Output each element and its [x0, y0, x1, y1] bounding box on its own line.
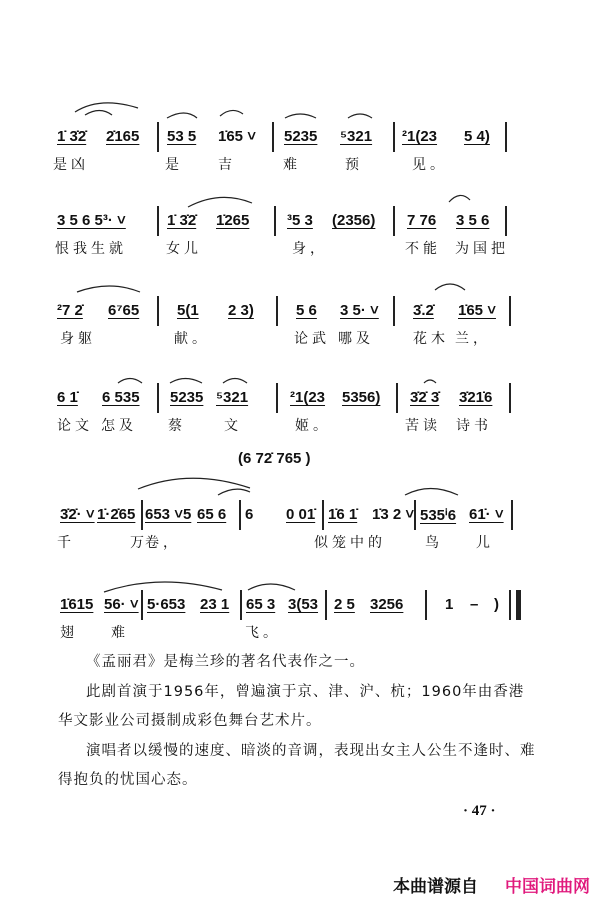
- note-group: ⁵321: [340, 128, 373, 145]
- barline: [414, 500, 416, 530]
- slur: [218, 489, 250, 495]
- barline: [276, 383, 278, 413]
- barline: [157, 296, 159, 326]
- note-group: 1̇65 ˅: [458, 302, 496, 319]
- source-label: 本曲谱源自: [393, 877, 478, 897]
- barline: [505, 206, 507, 236]
- slur: [405, 489, 458, 496]
- slur: [449, 195, 470, 202]
- lyric: 姬。: [295, 418, 331, 434]
- note-group: ²7 2̇: [57, 302, 83, 319]
- note-group: 3 5 6 5³· ˅: [57, 212, 126, 229]
- lyric: 卷，: [145, 535, 181, 551]
- barline: [157, 383, 159, 413]
- lyric: 怎及: [101, 418, 137, 434]
- note-group: 5 4): [464, 128, 490, 145]
- lyric: 文: [224, 418, 242, 434]
- note-group: 1̇265: [216, 212, 250, 229]
- barline: [276, 296, 278, 326]
- lyric: 儿: [476, 535, 494, 551]
- lyric: 蔡: [168, 418, 186, 434]
- barline: [141, 590, 143, 620]
- barline: [509, 296, 511, 326]
- note-group: (2356): [332, 212, 376, 229]
- barline: [393, 206, 395, 236]
- note-group: 3̇2̇· ˅: [60, 506, 95, 523]
- note-group: ²1(23: [402, 128, 438, 145]
- slur: [167, 113, 197, 118]
- lyric: 身，: [292, 241, 328, 257]
- note-group: 7 76: [407, 212, 437, 229]
- note-group: 1̇65 ˅: [218, 128, 256, 145]
- commentary: [58, 648, 538, 796]
- slur: [118, 379, 142, 384]
- lyric: 身躯: [60, 331, 96, 347]
- lyric: 论文: [57, 418, 93, 434]
- lyric: 难: [283, 157, 301, 173]
- note-group: 53 5: [167, 128, 197, 145]
- lyric: 见。: [412, 157, 448, 173]
- final-barline-thick: [516, 590, 521, 620]
- lyric: 是凶: [53, 157, 89, 173]
- barline: [509, 383, 511, 413]
- final-barline-thin: [509, 590, 511, 620]
- slur: [285, 114, 316, 118]
- note-group: 1̇ 3̇2̇: [167, 212, 197, 229]
- slur: [435, 284, 465, 290]
- site-name-link[interactable]: 中国词曲网: [505, 877, 590, 897]
- barline: [272, 122, 274, 152]
- note-group: ³5 3: [287, 212, 313, 229]
- lyric: 是: [165, 157, 183, 173]
- note-group: 2̇165: [106, 128, 140, 145]
- barline: [393, 296, 395, 326]
- note-group: 3 5· ˅: [340, 302, 379, 319]
- lyric: 鸟: [425, 535, 443, 551]
- lyric: 恨我生就: [55, 241, 127, 257]
- score-row-5: [0, 506, 600, 566]
- note-group: 3256: [370, 596, 404, 613]
- note-group: 6 1̇: [57, 389, 78, 406]
- note-group: 1̇6 1̇: [328, 506, 358, 523]
- score-row-3: [0, 302, 600, 362]
- barline: [425, 590, 427, 620]
- slur: [424, 380, 436, 383]
- lyric: 苦读: [405, 418, 441, 434]
- note-group: 1̇ 3̇2̇: [57, 128, 87, 145]
- lyric: 女儿: [166, 241, 202, 257]
- lyric: 似笼中的: [314, 535, 386, 551]
- score-row-2: [0, 212, 600, 272]
- note-group: 535ⁱ6: [420, 507, 457, 524]
- barline: [505, 122, 507, 152]
- note-group: 2 3): [228, 302, 254, 319]
- note-group: 1̇615: [60, 596, 94, 613]
- lyric: 万: [130, 535, 148, 551]
- note-group: 3(53: [288, 596, 319, 613]
- note-group: ²1(23: [290, 389, 326, 406]
- note-group: 23 1: [200, 596, 230, 613]
- barline: [396, 383, 398, 413]
- note-group: –: [470, 596, 479, 613]
- slur: [248, 584, 295, 590]
- barline: [511, 500, 513, 530]
- page-number: · 47 ·: [463, 803, 496, 819]
- barline: [157, 206, 159, 236]
- lyric: 为国把: [455, 241, 509, 257]
- note-group: 653 ˅5: [145, 506, 192, 523]
- note-group: 3̇2̇ 3̇: [410, 389, 440, 406]
- barline: [322, 500, 324, 530]
- lyric: 兰，: [455, 331, 491, 347]
- commentary-paragraph: 《孟丽君》是梅兰珍的著名代表作之一。: [86, 654, 365, 670]
- note-group: 1̇·2̇65: [97, 506, 136, 523]
- lyric: 哪及: [338, 331, 374, 347]
- note-group: 5 6: [296, 302, 317, 319]
- note-group: 6⁷65: [108, 302, 140, 319]
- note-group: 5·653: [147, 596, 186, 613]
- interlude-notes: (6 72̇ 765 ): [238, 450, 311, 467]
- note-group: 6: [245, 506, 254, 523]
- score-row-1: [0, 128, 600, 188]
- note-group: 61̇· ˅: [469, 506, 504, 523]
- commentary-paragraph: 演唱者以缓慢的速度、暗淡的音调，表现出女主人公生不逢时、难得抱负的忧国心态。: [58, 742, 536, 788]
- lyric: 论武: [294, 331, 330, 347]
- note-group: 65 6: [197, 506, 227, 523]
- note-group: 65 3: [246, 596, 276, 613]
- slur: [77, 286, 140, 292]
- barline: [239, 500, 241, 530]
- note-group: 1̇3 2 ˅: [372, 506, 415, 523]
- note-group: 2 5: [334, 596, 355, 613]
- barline: [393, 122, 395, 152]
- note-group: ⁵321: [216, 389, 249, 406]
- note-group: 56· ˅: [104, 596, 139, 613]
- note-group: 6 535: [102, 389, 140, 406]
- score-row-4: [0, 389, 600, 449]
- note-group: 0 01̇: [286, 506, 316, 523]
- note-group: 1: [445, 596, 454, 613]
- note-group: 5356): [342, 389, 381, 406]
- note-group: 3̇21̇6: [459, 389, 493, 406]
- barline: [274, 206, 276, 236]
- lyric: 千: [57, 535, 75, 551]
- slur: [188, 197, 252, 207]
- lyric: 翅: [60, 625, 78, 641]
- barline: [325, 590, 327, 620]
- lyric: 预: [345, 157, 363, 173]
- slur: [170, 379, 202, 384]
- barline: [240, 590, 242, 620]
- note-group: 5235: [284, 128, 318, 145]
- slur: [223, 379, 247, 384]
- slur: [348, 114, 372, 118]
- slur: [104, 582, 222, 592]
- slur: [138, 478, 250, 489]
- barline: [157, 122, 159, 152]
- commentary-paragraph: 此剧首演于1956年，曾遍演于京、津、沪、杭；1960年由香港华文影业公司摄制成彩色舞台艺术片。: [58, 683, 525, 729]
- score-row-6: [0, 596, 600, 656]
- slur: [220, 110, 243, 116]
- note-group: 5235: [170, 389, 204, 406]
- barline: [141, 500, 143, 530]
- lyric: 献。: [174, 331, 210, 347]
- note-group: 3 5 6: [456, 212, 490, 229]
- note-group: ): [494, 596, 499, 613]
- lyric: 难: [111, 625, 129, 641]
- note-group: 3̇.2̇: [413, 302, 434, 319]
- note-group: 5(1: [177, 302, 199, 319]
- slur: [85, 111, 112, 116]
- lyric: 诗书: [456, 418, 492, 434]
- lyric: 不能: [405, 241, 441, 257]
- lyric: 花木: [413, 331, 449, 347]
- lyric: 吉: [218, 157, 236, 173]
- slur: [75, 103, 138, 112]
- lyric: 飞。: [245, 625, 281, 641]
